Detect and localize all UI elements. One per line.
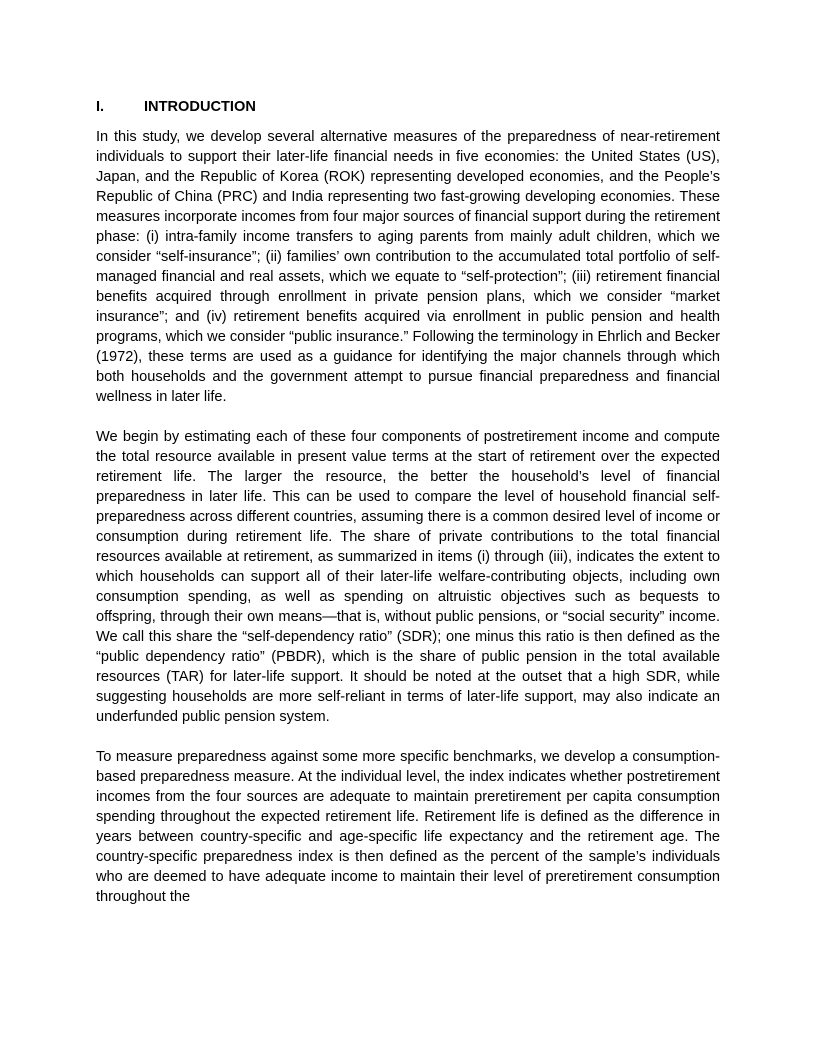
paragraph-estimation: We begin by estimating each of these four components of postretirement income and compute the total resource available in present value terms at the start of retirement over the expected retirement life. The larger the resource, the better the household’s level of financial preparedness in later life. This can be used to compare the level of household financial self-preparedness across different countries, assuming there is a common desired level of income or consumption during retirement life. The share of private contributions to the total financial resources available at retirement, as summarized in items (i) through (iii), indicates the extent to which households can support all of their later-life welfare-contributing objects, including own consumption spending, as well as spending on altruistic objectives such as bequests to offspring, through their own means—that is, without public pensions, or “social security” income. We call this share the “self-dependency ratio” (SDR); one minus this ratio is then defined as the “public dependency ratio” (PBDR), which is the share of public pension in the total available resources (TAR) for later-life support. It should be noted at the outset that a high SDR, while suggesting households are more self-reliant in terms of later-life support, may also indicate an underfunded public pension system. xyxy=(96,429,720,725)
paragraph-intro-study: In this study, we develop several alternative measures of the preparedness of near-retirement individuals to support their later-life financial needs in five economies: the United States (US), Japan, and the Republic of Korea (ROK) representing developed economies, and the People’s Republic of China (PRC) and India representing two fast-growing developing economies. These measures incorporate incomes from four major sources of financial support during the retirement phase: (i) intra-family income transfers to aging parents from mainly adult children, which we consider “self-insurance”; (ii) families’ own contribution to the accumulated total portfolio of self-managed financial and real assets, which we equate to “self-protection”; (iii) retirement financial benefits acquired through enrollment in private pension plans, which we consider “market insurance”; and (iv) retirement benefits acquired via enrollment in public pension and health programs, which we consider “public insurance.” Following the terminology in Ehrlich and Becker (1972), these terms are used as a guidance for identifying the major channels through which both households and the government attempt to pursue financial preparedness and financial wellness in later life. xyxy=(96,129,720,405)
section-number: I. xyxy=(96,99,105,115)
document-page xyxy=(96,97,720,907)
paragraph-preparedness-measure: To measure preparedness against some more specific benchmarks, we develop a consumption-based preparedness measure. At the individual level, the index indicates whether postretirement incomes from the four sources are adequate to maintain preretirement per capita consumption spending throughout the expected retirement life. Retirement life is defined as the difference in years between country-specific and age-specific life expectancy and the retirement age. The country-specific preparedness index is then defined as the percent of the sample’s individuals who are deemed to have adequate income to maintain their level of preretirement consumption throughout the xyxy=(96,749,720,905)
section-title: INTRODUCTION xyxy=(144,99,256,115)
section-heading xyxy=(96,97,720,117)
